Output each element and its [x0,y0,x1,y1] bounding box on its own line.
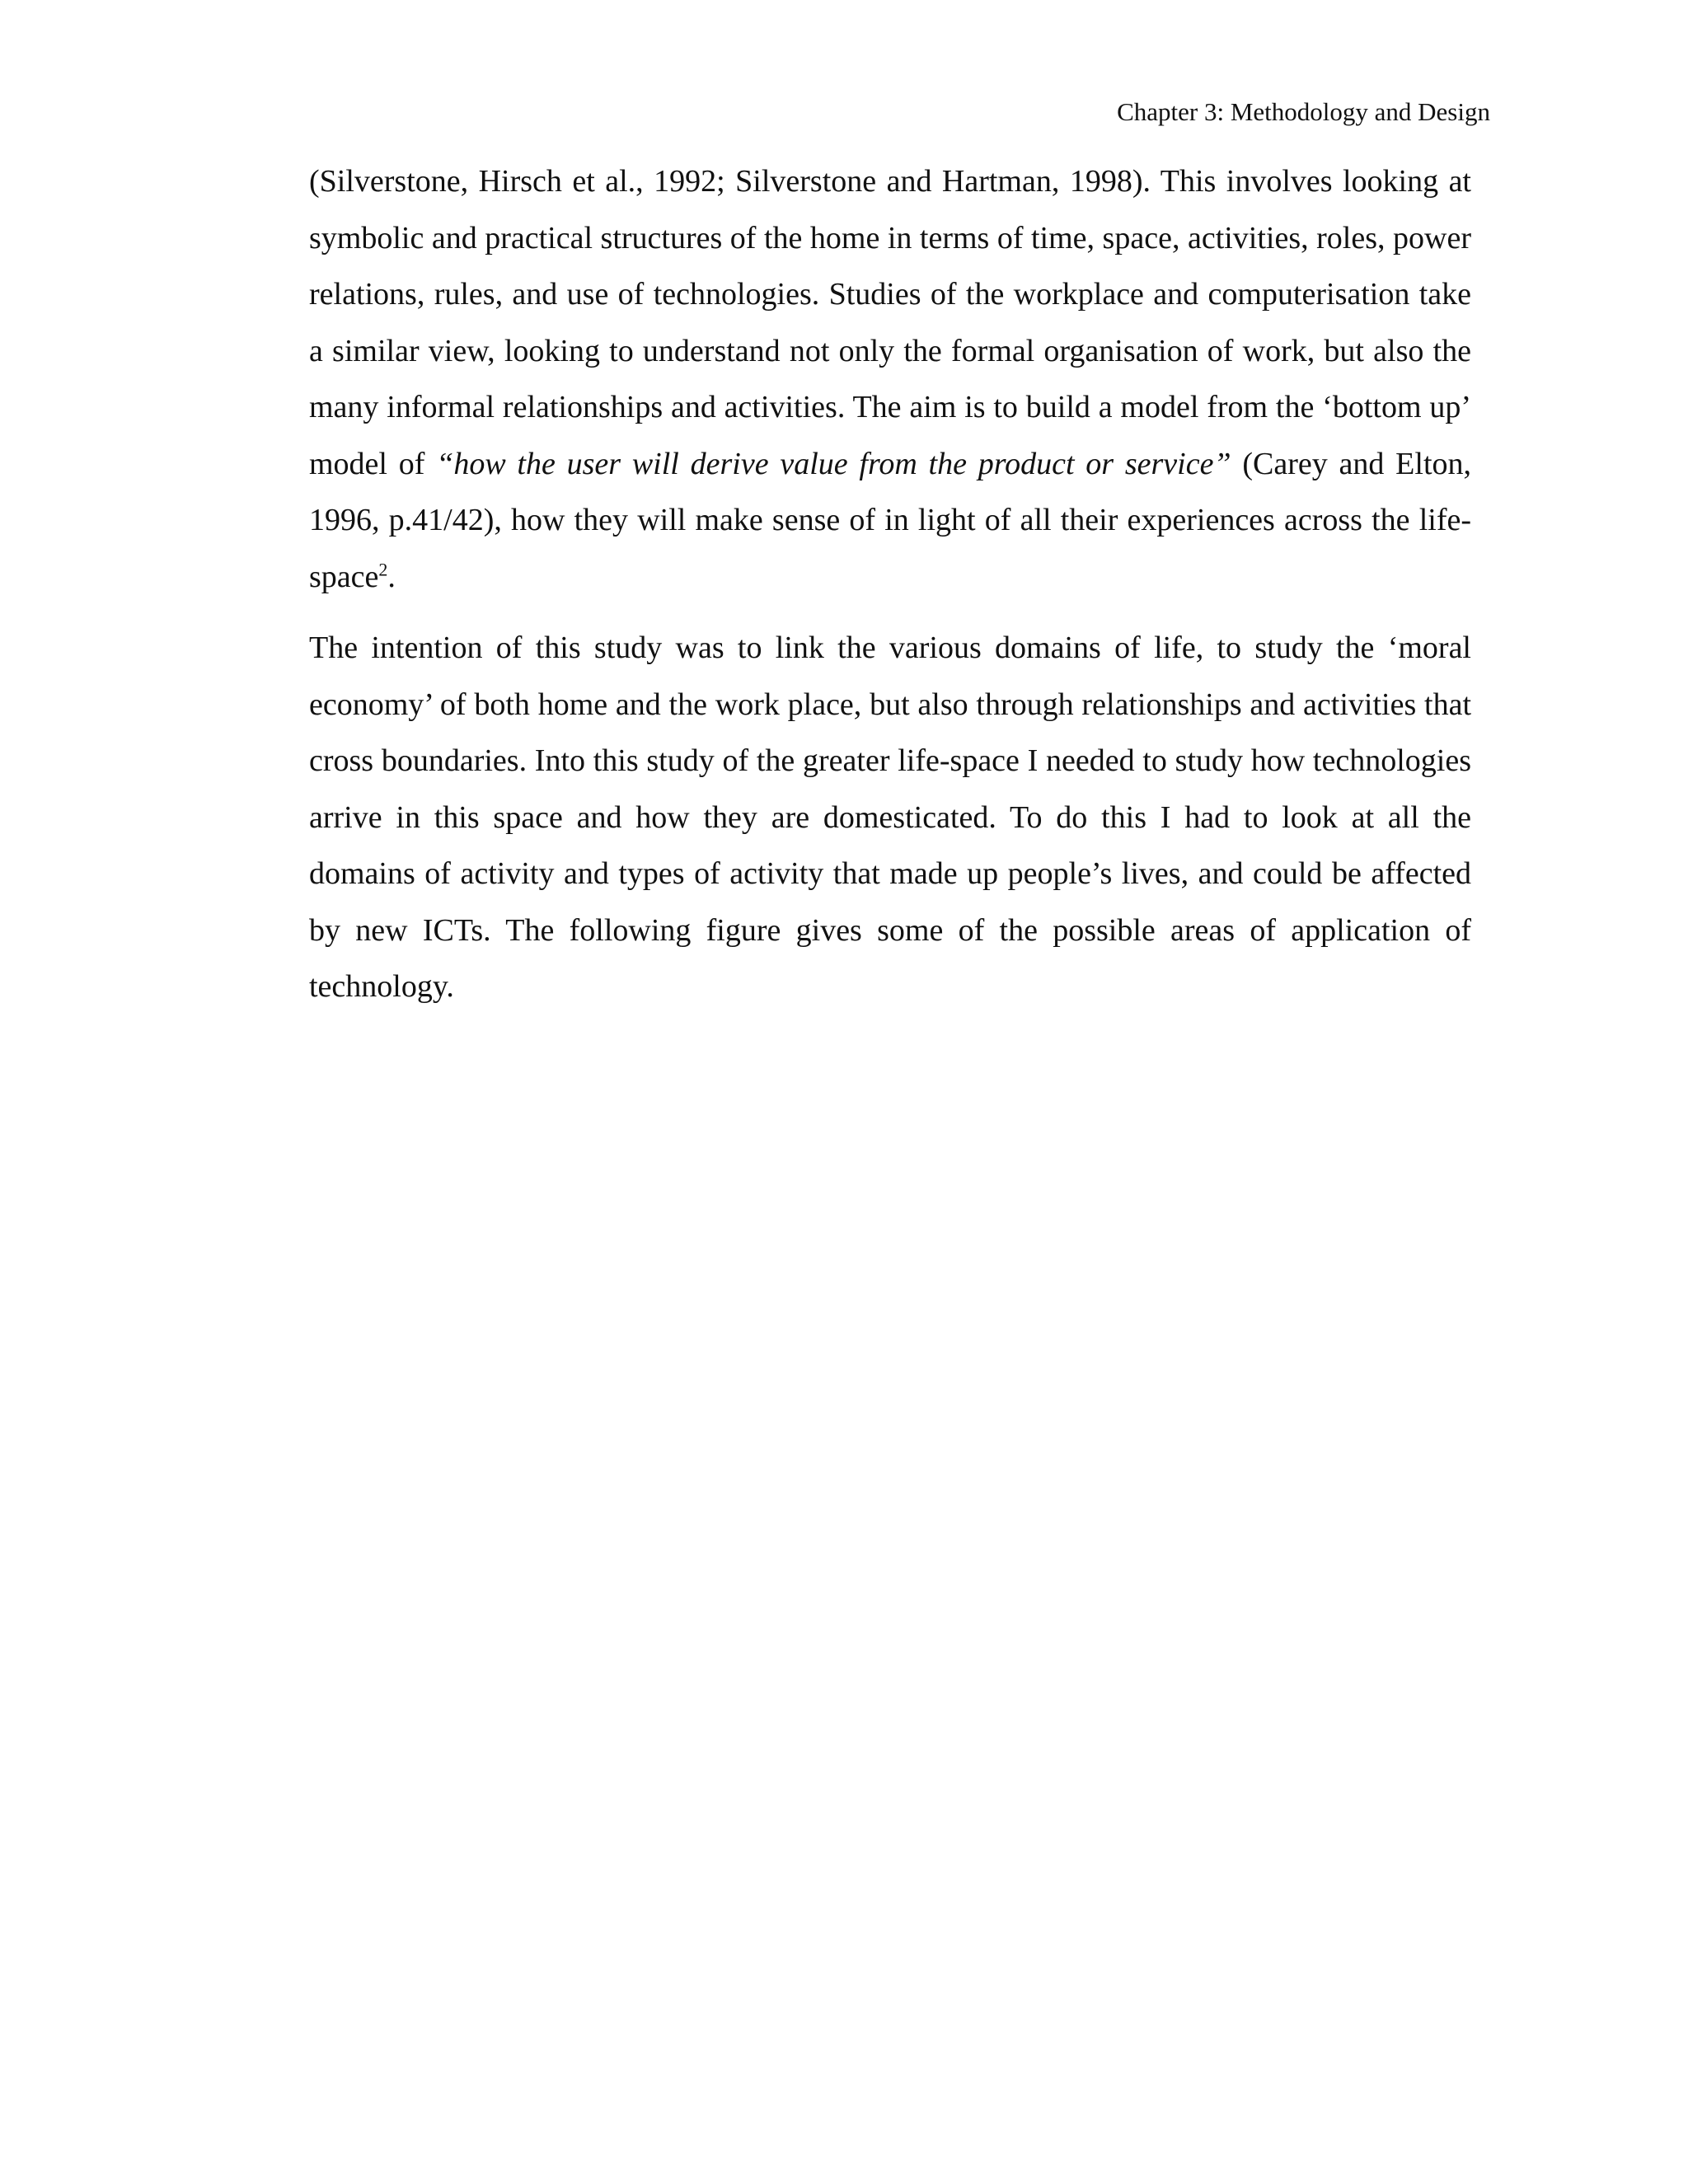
running-header: Chapter 3: Methodology and Design [1117,97,1490,126]
paragraph-2: The intention of this study was to link the various domains of life, to study the ‘moral economy’ of both home and the work place, but also through relationships and activities that cross boundaries. Into this study of the greater life-space I needed to study how technologies arrive in this space and how they are domesticated. To do this I had to look at all the domains of activity and types of activity that made up people’s lives, and could be affected by new ICTs. The following figure gives some of the possible areas of application of technology. [309,630,1471,1004]
footnote-reference[interactable]: 2 [378,558,388,579]
body-text [309,153,1471,1015]
paragraph-1-text-c: . [387,559,396,594]
paragraph-1 [309,153,1471,605]
paragraph-1-text-b: (Carey and Elton, 1996, p.41/42), how they will make sense of in light of all their experiences across the life-space [309,446,1471,594]
paragraph-1-text-a: (Silverstone, Hirsch et al., 1992; Silverstone and Hartman, 1998). This involves looking at symbolic and practical structures of the home in terms of time, space, activities, roles, power relations, rules, and use of technologies. Studies of the workplace and computerisation take a similar view, looking to understand not only the formal organisation of work, but also the many informal relationships and activities. The aim is to build a model from the ‘bottom up’ model of [309,164,1471,481]
paragraph-1-quote: “how the user will derive value from the product or service” [436,446,1231,481]
